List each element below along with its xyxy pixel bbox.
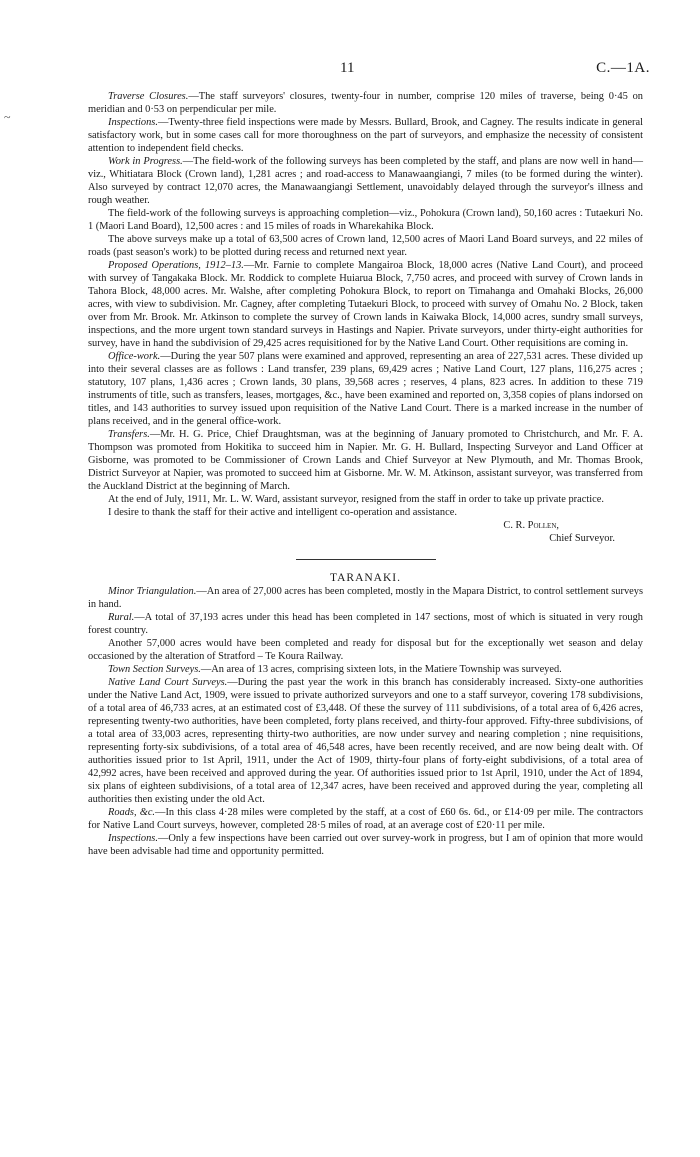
paragraph-heading: Town Section Surveys. — [108, 664, 201, 675]
paragraph-native-land-court-surveys — [88, 676, 643, 806]
margin-mark: ~ — [4, 110, 11, 124]
paragraph-text: —During the year 507 plans were examined and approved, representing an area of 227,531 acres. These divided up into their several classes are as follows : Land transfer, 239 plans, 69,429 acres ; Native Land Court, 127 plans, 116,275 acres ; statutory, 107 plans, 1,436 acres ; Crown lands, 30 plans, 39,568 acres ; reserves, 4 plans, 823 acres. In addition to these 719 instruments of title, such as transfers, leases, mortgages, &c., have been examined and reported on, 3,358 copies of plans indorsed on titles, and 143 authorities to survey issued upon requisition of the Native Land Court. There is a marked increase in the number of plans received, and in the general office-work. — [88, 351, 643, 427]
paragraph-thanks: I desire to thank the staff for their active and intelligent co-operation and assistance. — [108, 507, 457, 518]
paragraph-minor-triangulation — [88, 585, 643, 611]
paragraph-traverse-closures — [88, 90, 643, 116]
signature-title: Chief Surveyor. — [549, 533, 615, 544]
paragraph-heading: Proposed Operations, 1912–13. — [108, 260, 244, 271]
paragraph-heading: Office-work. — [108, 351, 161, 362]
section-title-taranaki: TARANAKI. — [329, 572, 401, 584]
signature-name: C. R. Pollen, — [503, 520, 559, 531]
paragraph-office-work — [88, 350, 643, 428]
paragraph-heading: Traverse Closures. — [108, 91, 189, 102]
paragraph-town-section-surveys — [88, 663, 643, 676]
section-divider — [296, 559, 436, 560]
paragraph-heading: Transfers. — [108, 429, 150, 440]
paragraph-roads — [88, 806, 643, 832]
paragraph-text: —During the past year the work in this branch has considerably increased. Sixty-one authorities under the Native Land Act, 1909, were issued to private authorized surveyors and one to a staff surveyor, covering 178 subdivisions, of a total area of 46,733 acres, at an estimated cost of £3,448. Of these the survey of 111 subdivisions, of a total area of 6,426 acres, representing twenty-two authorities, have been completed, forty plans received, and thirty-four approved. Fifty-three subdivisions, of a total area of 33,003 acres, representing thirty-two authorities, are now under survey and nearing completion ; nine requisitions, representing forty-six subdivisions, of a total area of 46,548 acres, have been recently received, and are now being dealt with. Of authorities issued prior to 1st April, 1911, under the Act of 1909, thirty-four plans of forty-eight subdivisions, of a total area of 42,992 acres, have been received and approved during the year. Of authorities issued prior to 1st April, 1910, under the Act of 1894, six plans of eighteen subdivisions, of a total area of 12,347 acres, have been received and approved during the year, completing all authorities then existing under the old Act. — [88, 677, 643, 805]
page-number: 11 — [340, 60, 355, 76]
paragraph-text: —Only a few inspections have been carried out over survey-work in progress, but I am of opinion that more would have been advisable had time and opportunity permitted. — [88, 833, 643, 857]
paragraph-inspections — [88, 116, 643, 155]
paragraph-text: —The staff surveyors' closures, twenty-four in number, comprise 120 miles of traverse, being 0·45 on meridian and 0·53 on perpendicular per mile. — [88, 91, 643, 115]
paragraph-proposed-operations — [88, 259, 643, 350]
paragraph-text: —An area of 27,000 acres has been completed, mostly in the Mapara District, to control settlement surveys in hand. — [88, 586, 643, 610]
paragraph-text: —Twenty-three field inspections were made by Messrs. Bullard, Brook, and Cagney. The results indicate in general satisfactory work, but in some cases call for more thoroughness on the part of surveyors, and emphasize the necessity of consistent attention to independent field checks. — [88, 117, 643, 154]
paragraph-heading: Inspections. — [108, 833, 158, 844]
paragraph-text: —Mr. H. G. Price, Chief Draughtsman, was at the beginning of January promoted to Christchurch, and Mr. F. A. Thompson was promoted from Hokitika to succeed him in Napier. Mr. G. H. Bullard, Inspecting Surveyor and Land Officer at Gisborne, was promoted to be Commissioner of Crown Lands and Chief Surveyor at New Plymouth, and Mr. Thomas Brook, District Surveyor at Napier, was promoted to succeed him at Gisborne. Mr. W. M. Atkinson, assistant surveyor, was transferred from the Auckland District at the beginning of March. — [88, 429, 643, 492]
page-header — [0, 60, 700, 80]
document-reference: C.—1A. — [596, 60, 650, 76]
paragraph-heading: Minor Triangulation. — [108, 586, 197, 597]
paragraph-text: —The field-work of the following surveys has been completed by the staff, and plans are now well in hand—viz., Whitiatara Block (Crown land), 1,281 acres ; and road-access to Manawaangiangi, 7 miles (to be formed during the winter). Also surveyed by contract 12,070 acres, the Manawaangiangi Settlement, unavoidably delayed through the surveyor's illness and rough weather. — [88, 156, 643, 206]
paragraph-taranaki-inspections — [88, 832, 643, 858]
paragraph-another-acres: Another 57,000 acres would have been completed and ready for disposal but for the exceptionally wet season and delay occasioned by the alteration of Stratford – Te Koura Railway. — [88, 638, 643, 662]
paragraph-survey-totals: The above surveys make up a total of 63,500 acres of Crown land, 12,500 acres of Maori Land Board surveys, and 22 miles of roads (past season's work) to be plotted during recess and returned next year. — [88, 234, 643, 258]
page-body — [88, 90, 643, 858]
paragraph-approaching-completion: The field-work of the following surveys is approaching completion—viz., Pohokura (Crown land), 50,160 acres : Tutaekuri No. 1 (Maori Land Board), 12,500 acres : and 15 miles of roads in Wharekahika Block. — [88, 208, 643, 232]
paragraph-text: —Mr. Farnie to complete Mangairoa Block, 18,000 acres (Native Land Court), and proceed with survey of Tangakaka Block. Mr. Roddick to complete Huiarua Block, 7,750 acres, and proceed with survey of Crown lands in Tahora Block, 48,000 acres. Mr. Walshe, after completing Pohokura Block, to report on Timahanga and Omahaki Blocks, 26,000 acres, with view to subdivision. Mr. Cagney, after completing Tutaekuri Block, to proceed with survey of Omahu No. 2 Block, taken over from Mr. Brook. Mr. Atkinson to complete the survey of Crown lands in Kaiwaka Block, 14,000 acres, sundry small surveys, inspections, and the more urgent town standard surveys in Hastings and Napier. Private surveyors, under thirty-eight authorities for survey, have in hand the subdivision of 29,425 acres requisitioned for by the Native Land Court. Other requisitions are coming in. — [88, 260, 643, 349]
paragraph-heading: Native Land Court Surveys. — [108, 677, 228, 688]
paragraph-rural — [88, 611, 643, 637]
paragraph-resignation: At the end of July, 1911, Mr. L. W. Ward, assistant surveyor, resigned from the staff in order to take up private practice. — [108, 494, 604, 505]
paragraph-heading: Inspections. — [108, 117, 158, 128]
paragraph-heading: Roads, &c. — [108, 807, 156, 818]
paragraph-text: —In this class 4·28 miles were completed by the staff, at a cost of £60 6s. 6d., or £14·09 per mile. The contractors for Native Land Court surveys, however, completed 28·5 miles of road, at an average cost of £20·11 per mile. — [88, 807, 644, 831]
paragraph-heading: Work in Progress. — [108, 156, 183, 167]
paragraph-heading: Rural. — [108, 612, 135, 623]
paragraph-text: —A total of 37,193 acres under this head has been completed in 147 sections, most of which is situated in very rough forest country. — [88, 612, 643, 636]
paragraph-text: —An area of 13 acres, comprising sixteen lots, in the Matiere Township was surveyed. — [200, 664, 562, 675]
paragraph-transfers — [88, 428, 643, 493]
paragraph-work-in-progress — [88, 155, 643, 207]
